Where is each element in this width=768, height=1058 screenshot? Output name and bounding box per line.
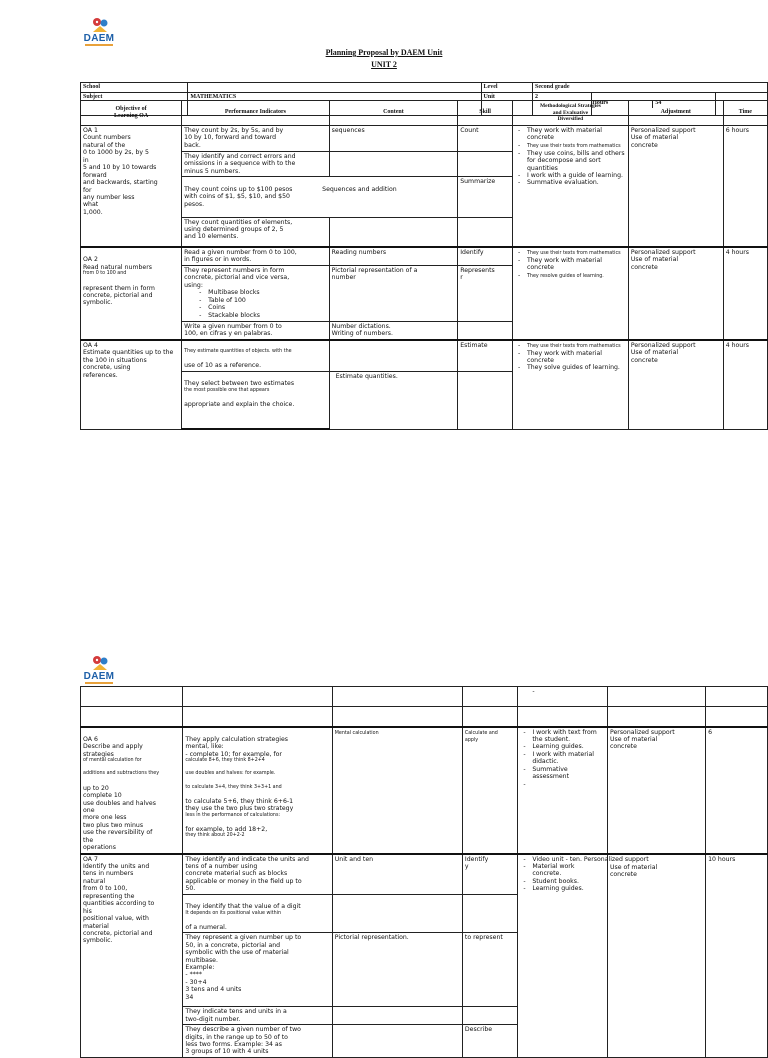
daem-logo-page2 [79, 654, 119, 690]
daem-logo-text: DAEM [83, 671, 115, 682]
oa1-indicator-3: They count coins up to $100 pesos with coins of $1, $5, $10, and $50 pesos. Sequences and addition [182, 177, 458, 217]
oa2-content-1: Reading numbers [329, 247, 458, 265]
oa1-skill-3: Summarize [458, 177, 513, 217]
oa4-adjustment: Personalized support Use of material concrete [628, 340, 723, 430]
strategy-item: - They work with material concrete [527, 350, 626, 365]
strategy-item: - Material work concrete. [532, 863, 605, 878]
oa4-indicator-2: They select between two estimates the most possible one that appears appropriate and explain the choice. [182, 371, 330, 429]
oa2-content-2: Pictorial representation of a number [329, 265, 458, 321]
oa4-content: Estimate quantities. [329, 371, 458, 429]
oa7-indicator-1: They identify and indicate the units and tens of a number using concrete material such as blocks applicable or money in the field up to 50. [183, 854, 332, 895]
oa7-indicator-3: They represent a given number up to 50, in a concrete, pictorial and symbolic with the use of material multibase. Example: - **** - 30+4 3 tens and 4 units 34 [183, 933, 332, 1007]
oa4-objective: OA 4 Estimate quantities up to the the 100 in situations concrete, using references. [81, 340, 182, 430]
oa7-time: 10 hours [706, 854, 768, 1058]
planning-table-page2 [80, 686, 768, 1058]
empty-cell [706, 687, 768, 707]
col-content: Content [329, 101, 458, 126]
oa2-adjustment: Personalized support Use of material concrete [628, 247, 723, 340]
strategy-item: - They use their texts from mathematics [527, 142, 626, 150]
unit-title: UNIT 2 [371, 60, 397, 69]
material-item: - Coins [208, 304, 327, 311]
oa2-strategies [512, 247, 628, 340]
oa7-skill-5: Describe [462, 1025, 517, 1058]
oa1-content-2 [329, 152, 458, 177]
page-title: Planning Proposal by DAEM Unit [325, 48, 443, 57]
empty-cell [332, 707, 462, 727]
oa4-strategies [512, 340, 628, 430]
daem-logo-text: DAEM [83, 33, 115, 44]
col-objective: Objective of Learning OA [81, 101, 182, 126]
hours-value: 54 [652, 100, 715, 107]
oa2-indicator-2: They represent numbers in form concrete, pictorial and vice versa, using: - Multibase blocks - Table of 100 - Coins - Stackable blocks [182, 265, 330, 321]
oa7-skill-3: to represent [462, 933, 517, 1007]
unit-label: Unit [481, 93, 532, 116]
empty-cell [462, 687, 517, 707]
oa2-indicator-1: Read a given number from 0 to 100, in figures or in words. [182, 247, 330, 265]
strategy-item: - Learning guides. [532, 885, 605, 892]
empty-cell [81, 687, 183, 707]
oa2-skill-3 [458, 321, 513, 339]
col-strategies: Methodological Strategies and Evaluative Diversified [512, 101, 628, 126]
oa6-skill: Calculate and apply [462, 727, 517, 854]
empty-cell [183, 707, 332, 727]
oa1-time: 6 hours [723, 126, 767, 248]
empty-cell [607, 687, 705, 707]
oa7-indicator-4: They indicate tens and units in a two-digit number. [183, 1007, 332, 1025]
oa1-objective: OA 1 Count numbers natural of the 0 to 1000 by 2s, by 5 in 5 and 10 by 10 towards forward and backwards, starting for any number less what 1,000. [81, 126, 182, 248]
oa2-skill-1: Identify [458, 247, 513, 265]
subject-value: MATHEMATICS [188, 93, 481, 116]
material-item: - Stackable blocks [208, 312, 327, 319]
top-bullet-cell: - [518, 687, 608, 707]
oa1-adjustment: Personalized support Use of material concrete [628, 126, 723, 248]
empty-cell [607, 707, 705, 727]
strategy-item: - Summative assessment [532, 766, 605, 781]
strategy-item: - I work with a guide of learning. [527, 172, 626, 179]
oa7-indicator-5: They describe a given number of two digits, in the range up to 50 of to less two forms. Example: 34 as 3 groups of 10 with 4 units [183, 1025, 332, 1058]
strategy-item: - They resolve guides of learning. [527, 272, 626, 280]
col-skill: Skill [458, 101, 513, 126]
oa7-objective: OA 7 Identify the units and tens in numbers natural from 0 to 100, representing the quantities according to his positional value, with material concrete, pictorial and symbolic. [81, 854, 183, 1058]
oa4-skill-2 [458, 371, 513, 429]
oa2-time: 4 hours [723, 247, 767, 340]
school-value [188, 83, 481, 93]
oa2-indicator-3: Write a given number from 0 to 100, en cifras y en palabras. [182, 321, 330, 339]
oa4-content-1 [329, 340, 458, 372]
oa1-skill-1: Count [458, 126, 513, 152]
oa1-skill-2 [458, 152, 513, 177]
col-time: Time [723, 101, 767, 126]
planning-body-page1 [80, 100, 768, 430]
daem-mascot-icon [89, 654, 111, 672]
daem-mascot-icon [89, 16, 111, 34]
strategy-item: - Learning guides. [532, 743, 605, 750]
daem-logo [79, 16, 119, 52]
col-adjustment: Adjustment [628, 101, 723, 126]
oa2-objective: OA 2 Read natural numbers from 0 to 100 and represent them in form concrete, pictorial and symbolic. [81, 247, 182, 340]
strategy-item: - They use their texts from mathematics [527, 342, 626, 350]
oa7-skill-4 [462, 1007, 517, 1025]
oa6-strategies [518, 727, 608, 854]
level-value: Second grade [532, 83, 767, 93]
oa1-content-4 [329, 217, 458, 247]
oa6-indicators: They apply calculation strategies mental, like: - complete 10; for example, for calculate 8+6, they think 8+2+4 use doubles and halves: for example. to calculate 3+4, they think 3+3+1 and to calculate 5+6, they think 6+6-1 they use the two plus two strategy less in the performance of calculations: for example, to add 18+2, they think about 20+2-2 [183, 727, 332, 854]
strategy-item: - I work with text from the student. [532, 729, 605, 744]
empty-cell [183, 687, 332, 707]
hours-label: Hours [592, 100, 609, 107]
oa1-content-1: sequences [329, 126, 458, 152]
unit-value: 2 [532, 93, 591, 116]
empty-cell [332, 687, 462, 707]
strategy-item: - They work with material concrete [527, 257, 626, 272]
oa7-content-5 [332, 1025, 462, 1058]
oa1-content-3: Sequences and addition [322, 185, 397, 193]
empty-cell [462, 707, 517, 727]
empty-cell [706, 707, 768, 727]
oa2-content-3: Number dictations. Writing of numbers. [329, 321, 458, 339]
empty-cell [81, 707, 183, 727]
oa7-content-2 [332, 894, 462, 933]
material-item: - Table of 100 [208, 297, 327, 304]
school-label: School [81, 83, 188, 93]
oa1-indicator-1: They count by 2s, by 5s, and by 10 by 10, forward and toward back. [182, 126, 330, 152]
subject-label: Subject [81, 93, 188, 116]
level-label: Level [481, 83, 532, 93]
oa7-skill-1: Identify y [462, 854, 517, 895]
logo-underline [85, 682, 113, 684]
oa4-indicator-1: They estimate quantities of objects. with the use of 10 as a reference. [182, 340, 330, 372]
oa1-indicator-2: They identify and correct errors and omissions in a sequence with to the minus 5 numbers. [182, 152, 330, 177]
empty-cell [518, 707, 608, 727]
strategy-item: - They use their texts from mathematics [527, 249, 626, 257]
strategy-item: - I work with material didactic. [532, 751, 605, 766]
oa6-time: 6 [706, 727, 768, 854]
material-item: - Multibase blocks [208, 289, 327, 296]
logo-underline [85, 44, 113, 46]
oa7-content-3: Pictorial representation. [332, 933, 462, 1007]
oa2-skill-2: Represents r [458, 265, 513, 321]
oa7-skill-2 [462, 894, 517, 933]
oa4-skill: Estimate [458, 340, 513, 372]
strategy-item: - Student books. [532, 878, 605, 885]
oa7-content-1: Unit and ten [332, 854, 462, 895]
strategy-item: - They solve guides of learning. [527, 364, 626, 371]
oa1-skill-4 [458, 217, 513, 247]
oa6-content: Mental calculation [332, 727, 462, 854]
col-indicators: Performance Indicators [182, 101, 330, 126]
strategy-item: - They work with material concrete [527, 127, 626, 142]
oa4-time: 4 hours [723, 340, 767, 430]
oa7-content-4 [332, 1007, 462, 1025]
oa6-objective: OA 6 Describe and apply strategies of mental calculation for additions and subtractions they up to 20 complete 10 use doubles and halves one more one less two plus two minus use the reversibility of the operations [81, 727, 183, 854]
strategy-item: - They use coins, bills and others for decompose and sort quantities [527, 150, 626, 172]
oa1-indicator-4: They count quantities of elements, using determined groups of 2, 5 and 10 elements. [182, 217, 330, 247]
oa1-strategies [512, 126, 628, 248]
strategy-item: - Video unit - ten. Personalized support [532, 856, 605, 863]
oa7-adjustment: Use of material concrete [607, 854, 705, 1058]
oa6-adjustment: Personalized support Use of material concrete [607, 727, 705, 854]
oa7-indicator-2: They identify that the value of a digit It depends on its positional value within of a numeral. [183, 894, 332, 933]
strategy-item: - Summative evaluation. [527, 179, 626, 186]
